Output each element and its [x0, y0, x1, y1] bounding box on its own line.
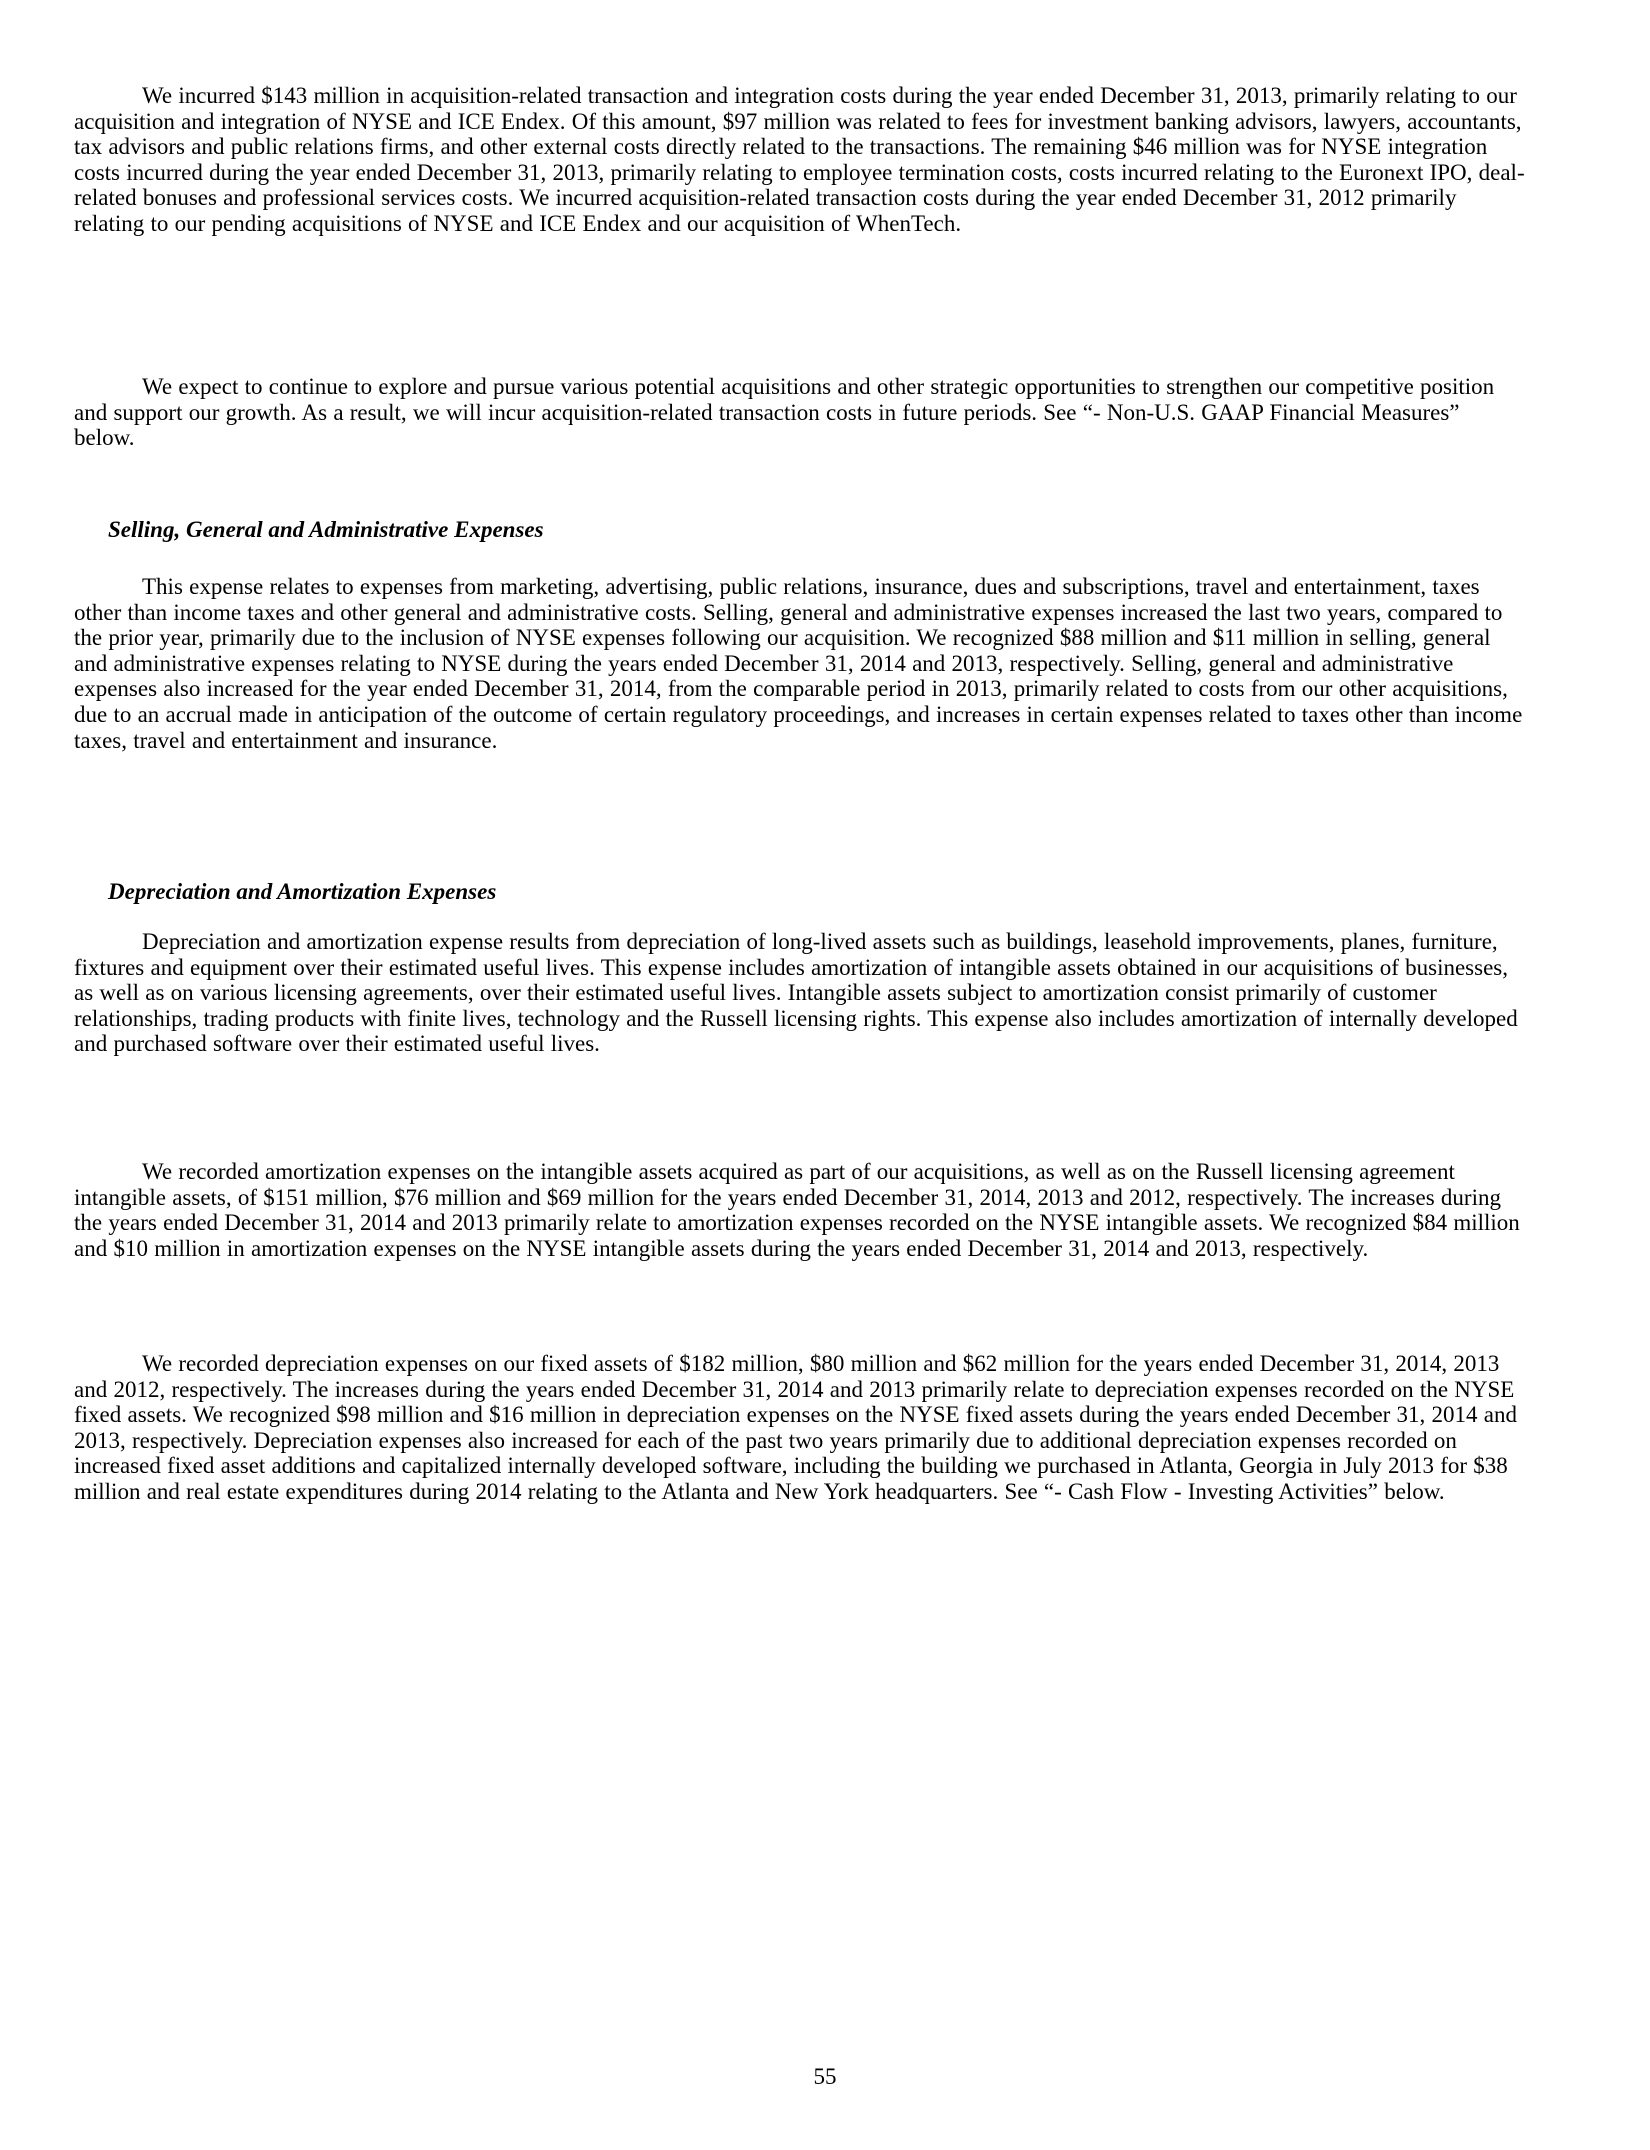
paragraph-acquisition-costs: We incurred $143 million in acquisition-related transaction and integration costs during the year ended December 31, 2013, primarily relating to our acquisition and integration of NYSE and ICE Endex. Of this amount, $97 million was related to fees for investment banking advisors, lawyers, accountants, tax advisors and public relations firms, and other external costs directly related to the transactions. The remaining $46 million was for NYSE integration costs incurred during the year ended December 31, 2013, primarily relating to employee termination costs, costs incurred relating to the Euronext IPO, deal-related bonuses and professional services costs. We incurred acquisition-related transaction costs during the year ended December 31, 2012 primarily relating to our pending acquisitions of NYSE and ICE Endex and our acquisition of WhenTech. [74, 83, 1525, 236]
section-heading-sga: Selling, General and Administrative Expenses [108, 517, 544, 542]
paragraph-depreciation-overview: Depreciation and amortization expense results from depreciation of long-lived assets such as buildings, leasehold improvements, planes, furniture, fixtures and equipment over their estimated useful lives. This expense includes amortization of intangible assets obtained in our acquisitions of businesses, as well as on various licensing agreements, over their estimated useful lives. Intangible assets subject to amortization consist primarily of customer relationships, trading products with finite lives, technology and the Russell licensing rights. This expense also includes amortization of internally developed and purchased software over their estimated useful lives. [74, 929, 1518, 1057]
paragraph-future-acquisitions: We expect to continue to explore and pursue various potential acquisitions and other strategic opportunities to strengthen our competitive position and support our growth. As a result, we will incur acquisition-related transaction costs in future periods. See “- Non-U.S. GAAP Financial Measures” below. [74, 374, 1495, 451]
paragraph-depreciation-expenses: We recorded depreciation expenses on our fixed assets of $182 million, $80 million and $62 million for the years ended December 31, 2014, 2013 and 2012, respectively. The increases during the years ended December 31, 2014 and 2013 primarily relate to depreciation expenses recorded on the NYSE fixed assets. We recognized $98 million and $16 million in depreciation expenses on the NYSE fixed assets during the years ended December 31, 2014 and 2013, respectively. Depreciation expenses also increased for each of the past two years primarily due to additional depreciation expenses recorded on increased fixed asset additions and capitalized internally developed software, including the building we purchased in Atlanta, Georgia in July 2013 for $38 million and real estate expenditures during 2014 relating to the Atlanta and New York headquarters. See “- Cash Flow - Investing Activities” below. [74, 1351, 1518, 1504]
paragraph-amortization-expenses: We recorded amortization expenses on the intangible assets acquired as part of our acquisitions, as well as on the Russell licensing agreement intangible assets, of $151 million, $76 million and $69 million for the years ended December 31, 2014, 2013 and 2012, respectively. The increases during the years ended December 31, 2014 and 2013 primarily relate to amortization expenses recorded on the NYSE intangible assets. We recognized $84 million and $10 million in amortization expenses on the NYSE intangible assets during the years ended December 31, 2014 and 2013, respectively. [74, 1159, 1520, 1261]
paragraph-sga-expenses: This expense relates to expenses from marketing, advertising, public relations, insurance, dues and subscriptions, travel and entertainment, taxes other than income taxes and other general and administrative costs. Selling, general and administrative expenses increased the last two years, compared to the prior year, primarily due to the inclusion of NYSE expenses following our acquisition. We recognized $88 million and $11 million in selling, general and administrative expenses relating to NYSE during the years ended December 31, 2014 and 2013, respectively. Selling, general and administrative expenses also increased for the year ended December 31, 2014, from the comparable period in 2013, primarily related to costs from our other acquisitions, due to an accrual made in anticipation of the outcome of certain regulatory proceedings, and increases in certain expenses related to taxes other than income taxes, travel and entertainment and insurance. [74, 574, 1523, 753]
page-number: 55 [813, 2064, 837, 2089]
section-heading-depreciation-amortization: Depreciation and Amortization Expenses [108, 879, 497, 904]
